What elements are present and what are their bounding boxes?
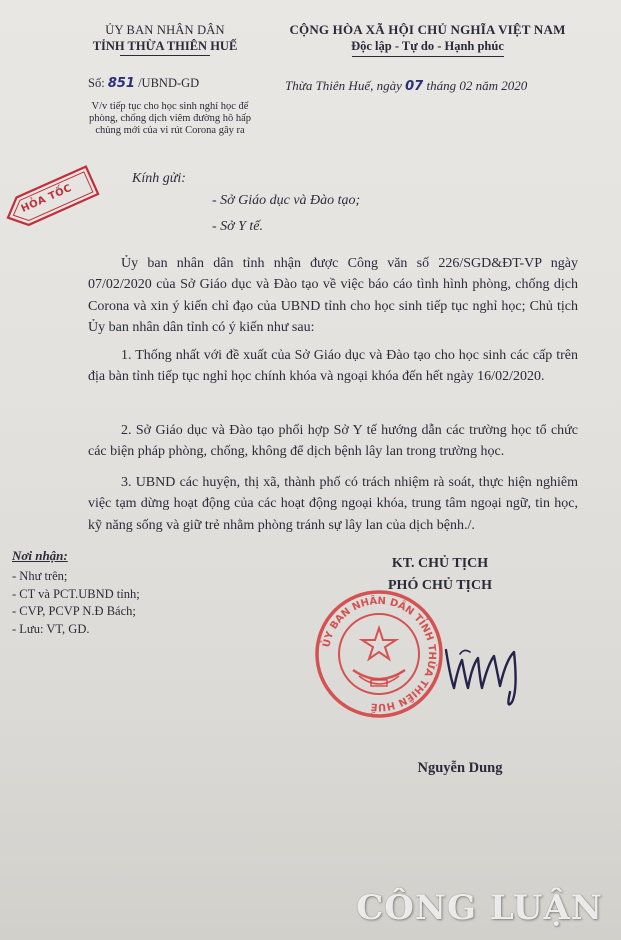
item-1-paragraph: 1. Thống nhất với đề xuất của Sở Giáo dục và Đào tạo cho học sinh các cấp trên địa bàn tỉnh tiếp tục nghỉ học chính khóa và ngoại khóa đến hết ngày 16/02/2020. [88,348,578,385]
date-day: 07 [405,79,424,94]
official-seal-icon [313,588,445,720]
signature-line-1: KT. CHỦ TỊCH [391,556,489,571]
document-number [88,76,199,91]
number-prefix: Số: [88,76,105,90]
date-month-label: tháng [426,78,457,93]
subject-line-2: phòng, chống dịch viêm đường hô hấp [88,113,251,124]
item-3-paragraph: 3. UBND các huyện, thị xã, thành phố có trách nhiệm rà soát, thực hiện nghiêm việc tạm dừng hoạt động của các hoạt động ngoại khóa, trung tâm ngoại ngữ, tin học, kỹ năng sống và giữ trẻ nhằm phòng tránh sự lây lan của dịch bệnh./. [88,475,578,533]
watermark-logo: CÔNG LUẬN [356,888,603,928]
org-line-2: TỈNH THỪA THIÊN HUẾ [92,39,238,53]
urgent-stamp [0,162,102,236]
subject-line-3: chủng mới của vi rút Corona gây ra [95,125,245,136]
number-suffix: /UBND-GD [138,76,200,90]
motto-underline [352,56,504,57]
issuing-organization [60,22,270,54]
urgent-stamp-text: HỎA TỐC [19,182,74,215]
handwritten-signature-icon [440,630,550,710]
nation-line-2: Độc lập - Tự do - Hạnh phúc [351,39,504,53]
number-value: 851 [107,76,135,91]
date-line [285,78,527,94]
seal-text: ỦY BAN NHÂN DÂN TỈNH THỪA THIÊN HUẾ [321,595,438,713]
recipients-item: - CVP, PCVP N.Đ Bách; [12,604,136,619]
greeting-label: Kính gửi: [132,171,186,186]
signature-line-2: PHÓ CHỦ TỊCH [388,578,492,593]
recipient-2: - Sở Y tế. [212,219,264,234]
recipients-item: - CT và PCT.UBND tỉnh; [12,586,140,601]
date-year-label: năm 2020 [475,78,528,93]
item-2-paragraph: 2. Sở Giáo dục và Đào tạo phối hợp Sở Y tế hướng dẫn các trường học tổ chức các biện pháp phòng, chống, không để dịch bệnh lây lan trong trường học. [88,423,578,460]
intro-paragraph: Ủy ban nhân dân tỉnh nhận được Công văn số 226/SGD&ĐT-VP ngày 07/02/2020 của Sở Giáo dục và Đào tạo về việc báo cáo tình hình phòng, chống dịch Corona và xin ý kiến chỉ đạo của UBND tỉnh cho học sinh tiếp tục nghỉ học; Chủ tịch Ủy ban nhân dân tỉnh có ý kiến như sau: [88,256,578,335]
recipients-title: Nơi nhận: [12,548,68,563]
recipients-list [12,568,140,638]
recipients-item: - Như trên; [12,569,68,583]
date-prefix: Thừa Thiên Huế, ngày [285,78,402,93]
org-underline [120,55,210,56]
signer-name: Nguyễn Dung [417,760,503,776]
recipients-item: - Lưu: VT, GD. [12,621,90,636]
subject-line-1: V/v tiếp tục cho học sinh nghỉ học để [91,101,249,112]
recipient-1: - Sở Giáo dục và Đào tạo; [212,193,361,208]
date-month: 02 [459,78,473,93]
national-motto [255,22,600,54]
nation-line-1: CỘNG HÒA XÃ HỘI CHỦ NGHĨA VIỆT NAM [289,22,566,37]
org-line-1: ỦY BAN NHÂN DÂN [105,23,225,37]
document-subject [50,101,290,137]
